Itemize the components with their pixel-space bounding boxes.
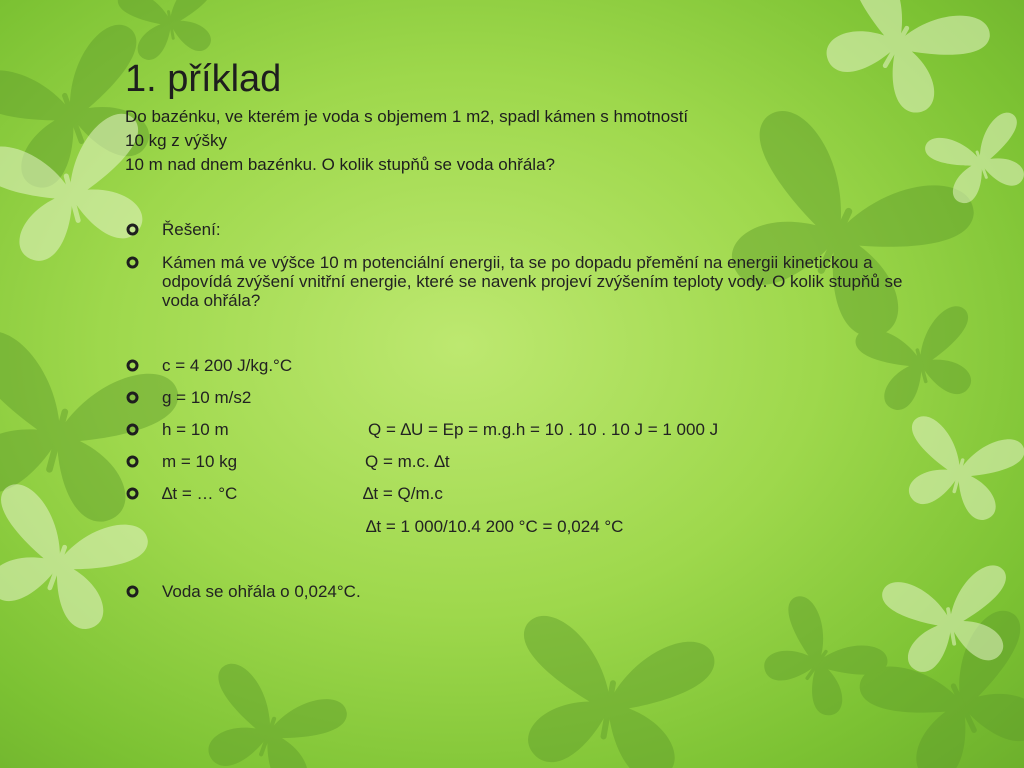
bullet-text: m = 10 kg bbox=[162, 452, 238, 471]
bullet-ring-icon bbox=[126, 359, 139, 372]
bullet-ring-icon bbox=[126, 391, 139, 404]
bullet-text: g = 10 m/s2 bbox=[162, 388, 252, 407]
bullet-ring-icon bbox=[126, 585, 139, 598]
bullet-text: h = 10 m bbox=[162, 420, 229, 439]
bullet-text: c = 4 200 J/kg.°C bbox=[162, 356, 293, 375]
bullet-ring-icon bbox=[126, 455, 139, 468]
bullet-ring-icon bbox=[126, 256, 139, 269]
bullet-text: Voda se ohřála o 0,024°C. bbox=[162, 582, 361, 601]
bullet-ring-icon bbox=[126, 423, 139, 436]
problem-line: 10 m nad dnem bazénku. O kolik stupňů se voda ohřála? bbox=[125, 155, 555, 174]
bullet-text: ∆t = … °C bbox=[162, 484, 238, 503]
bullet-text: Řešení: bbox=[162, 220, 221, 239]
bullet-text: Kámen má ve výšce 10 m potenciální energii, ta se po dopadu přemění na energii kinetickou a odpovídá zvýšení vnitřní energie, které se navenk projeví zvýšením teploty vody. O kolik stupňů se voda ohřála? bbox=[162, 253, 903, 310]
formula-heat: Q = m.c. ∆t bbox=[365, 452, 450, 471]
bullet-ring-icon bbox=[126, 223, 139, 236]
formula-delta-t: ∆t = Q/m.c bbox=[363, 484, 443, 503]
formula-energy: Q = ∆U = Ep = m.g.h = 10 . 10 . 10 J = 1 000 J bbox=[368, 420, 719, 439]
slide-title: 1. příklad bbox=[125, 58, 282, 100]
problem-line: 10 kg z výšky bbox=[125, 131, 228, 150]
problem-statement bbox=[125, 105, 925, 177]
bullet-ring-icon bbox=[126, 487, 139, 500]
problem-line: Do bazénku, ve kterém je voda s objemem 1 m2, spadl kámen s hmotností bbox=[125, 107, 689, 126]
formula-result: ∆t = 1 000/10.4 200 °C = 0,024 °C bbox=[366, 517, 624, 536]
